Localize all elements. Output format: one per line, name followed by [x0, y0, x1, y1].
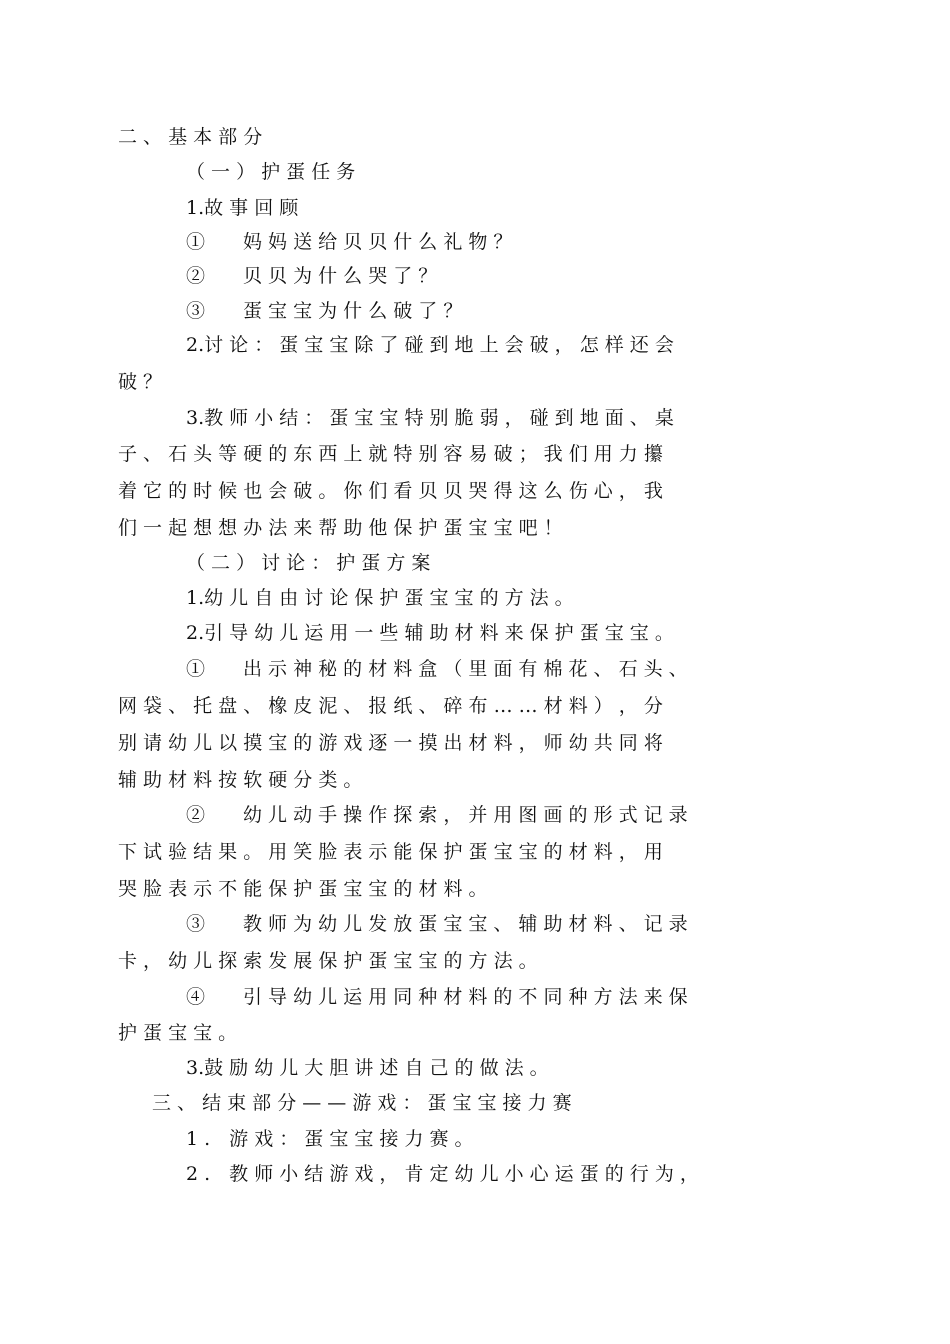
text-line: 1.幼 儿 自 由 讨 论 保 护 蛋 宝 宝 的 方 法 。: [186, 587, 574, 609]
text-line: 辅 助 材 料 按 软 硬 分 类 。: [118, 769, 363, 791]
text-line: 破 ？: [118, 371, 163, 393]
subsection-heading-discussion: （ 二 ） 讨 论 ： 护 蛋 方 案: [186, 552, 431, 574]
section-heading-ending: 三 、 结 束 部 分 — — 游 戏 ： 蛋 宝 宝 接 力 赛: [152, 1092, 572, 1114]
text-line: 2 . 教 师 小 结 游 戏 ， 肯 定 幼 儿 小 心 运 蛋 的 行 为 ，: [186, 1163, 699, 1185]
text-line: 卡 ， 幼 儿 探 索 发 展 保 护 蛋 宝 宝 的 方 法 。: [118, 950, 538, 972]
text-line: 下 试 验 结 果 。 用 笑 脸 表 示 能 保 护 蛋 宝 宝 的 材 料 ， 用: [118, 841, 663, 863]
text-line: ② 贝 贝 为 什 么 哭 了 ？: [186, 265, 438, 287]
text-line: ③ 教 师 为 幼 儿 发 放 蛋 宝 宝 、 辅 助 材 料 、 记 录: [186, 913, 688, 935]
text-line: 网 袋 、 托 盘 、 橡 皮 泥 、 报 纸 、 碎 布 … … 材 料 ） ， 分: [118, 695, 663, 717]
text-line: 1.故 事 回 顾: [186, 197, 299, 219]
text-line: 2.引 导 幼 儿 运 用 一 些 辅 助 材 料 来 保 护 蛋 宝 宝 。: [186, 622, 674, 644]
text-line: 别 请 幼 儿 以 摸 宝 的 游 戏 逐 一 摸 出 材 料 ， 师 幼 共 同 将: [118, 732, 663, 754]
text-line: ① 妈 妈 送 给 贝 贝 什 么 礼 物 ？: [186, 231, 513, 253]
text-line: 1 . 游 戏 ： 蛋 宝 宝 接 力 赛 。: [186, 1128, 474, 1150]
text-line: ② 幼 儿 动 手 操 作 探 索 ， 并 用 图 画 的 形 式 记 录: [186, 804, 688, 826]
text-line: 哭 脸 表 示 不 能 保 护 蛋 宝 宝 的 材 料 。: [118, 878, 488, 900]
text-line: 着 它 的 时 候 也 会 破 。 你 们 看 贝 贝 哭 得 这 么 伤 心 ， 我: [118, 480, 663, 502]
text-line: 护 蛋 宝 宝 。: [118, 1022, 238, 1044]
text-line: ③ 蛋 宝 宝 为 什 么 破 了 ？: [186, 300, 463, 322]
text-line: 子 、 石 头 等 硬 的 东 西 上 就 特 别 容 易 破 ； 我 们 用 力 攥: [118, 443, 663, 465]
text-line: 3.鼓 励 幼 儿 大 胆 讲 述 自 己 的 做 法 。: [186, 1057, 549, 1079]
text-line: ① 出 示 神 秘 的 材 料 盒 （ 里 面 有 棉 花 、 石 头 、: [186, 658, 688, 680]
text-line: 们 一 起 想 想 办 法 来 帮 助 他 保 护 蛋 宝 宝 吧 ！: [118, 517, 563, 539]
text-line: ④ 引 导 幼 儿 运 用 同 种 材 料 的 不 同 种 方 法 来 保: [186, 986, 688, 1008]
section-heading-basic: 二 、 基 本 部 分: [118, 126, 263, 148]
subsection-heading-task: （ 一 ） 护 蛋 任 务: [186, 161, 356, 183]
text-line: 2.讨 论 ： 蛋 宝 宝 除 了 碰 到 地 上 会 破 ， 怎 样 还 会: [186, 334, 674, 356]
text-line: 3.教 师 小 结 ： 蛋 宝 宝 特 别 脆 弱 ， 碰 到 地 面 、 桌: [186, 407, 674, 429]
